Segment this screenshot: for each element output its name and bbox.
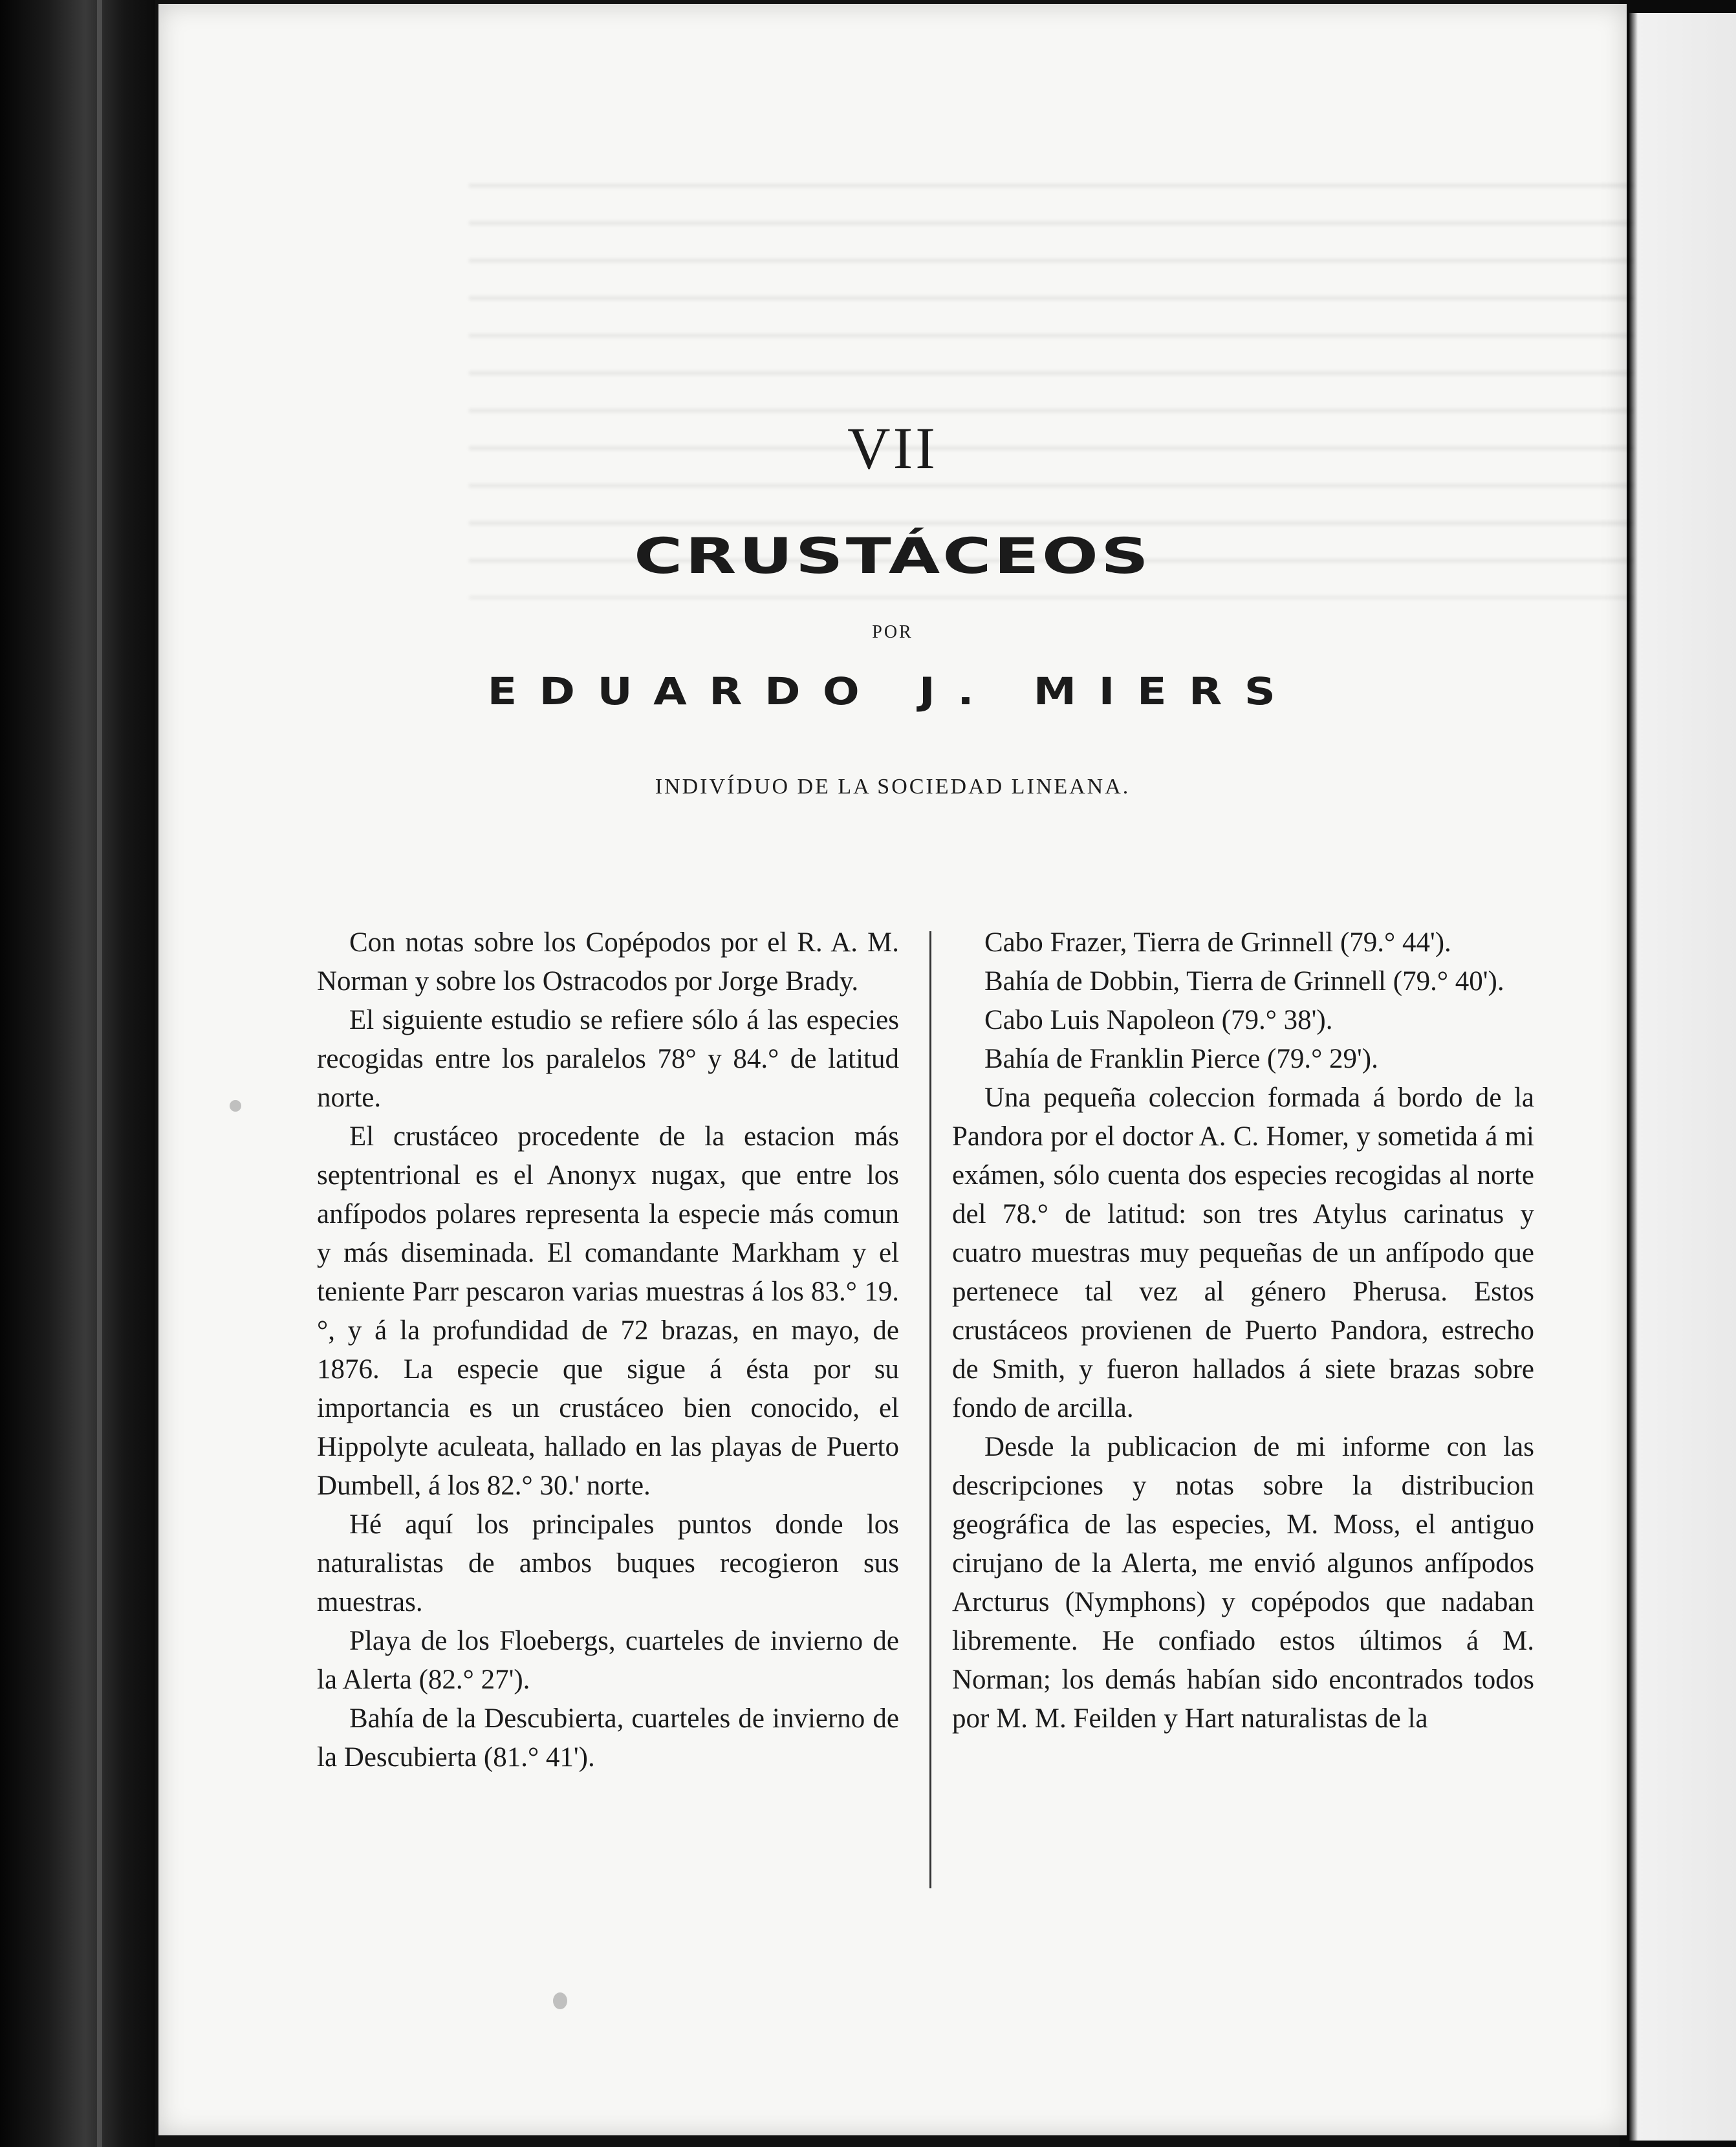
next-page-sliver bbox=[1629, 13, 1736, 2141]
paragraph: Hé aquí los principales puntos donde los naturalistas de ambos buques recogieron sus muestras. bbox=[317, 1509, 899, 1617]
paragraph: Cabo Frazer, Tierra de Grinnell (79.° 44'). bbox=[984, 927, 1451, 958]
book-binding-edge bbox=[0, 0, 155, 2147]
byline: POR bbox=[872, 622, 913, 642]
paragraph: Playa de los Floebergs, cuarteles de invierno de la Alerta (82.° 27'). bbox=[317, 1626, 899, 1695]
author-name: EDUARDO J. MIERS bbox=[487, 669, 1298, 713]
paragraph: Una pequeña coleccion formada á bordo de la Pandora por el doctor A. C. Homer, y sometida á mi exámen, sólo cuenta dos especies recogidas al norte del 78.° de latitud: son tres Atylus carinatus y cuatro muestras muy pequeñas de un anfípodo que pertenece tal vez al género Pherusa. Estos crustáceos provienen de Puerto Pandora, estrecho de Smith, y fueron hallados á siete brazas sobre fondo de arcilla. bbox=[952, 1083, 1534, 1423]
paragraph: Bahía de Dobbin, Tierra de Grinnell (79.° 40'). bbox=[984, 966, 1504, 997]
chapter-number: VII bbox=[847, 415, 938, 481]
right-text-column bbox=[952, 923, 1534, 1738]
paragraph: Con notas sobre los Copépodos por el R. A. M. Norman y sobre los Ostracodos por Jorge Brady. bbox=[317, 927, 899, 997]
paragraph: Bahía de la Descubierta, cuarteles de invierno de la Descubierta (81.° 41'). bbox=[317, 1703, 899, 1773]
paragraph: El siguiente estudio se refiere sólo á las especies recogidas entre los paralelos 78° y 84.° de latitud norte. bbox=[317, 1005, 899, 1113]
author-affiliation: INDIVÍDUO DE LA SOCIEDAD LINEANA. bbox=[655, 775, 1131, 799]
paragraph: Desde la publicacion de mi informe con las descripciones y notas sobre la distribucion geográfica de las especies, M. Moss, el antiguo cirujano de la Alerta, me envió algunos anfípodos Arcturus (Nymphons) y copépodos que nadaban libremente. He confiado estos últimos á M. Norman; los demás habían sido encontrados todos por M. M. Feilden y Hart naturalistas de la bbox=[952, 1432, 1534, 1734]
chapter-title: CRUSTÁCEOS bbox=[634, 527, 1151, 585]
column-divider bbox=[929, 931, 931, 1888]
left-text-column bbox=[317, 923, 899, 1777]
paper-spot bbox=[230, 1100, 241, 1112]
paragraph: Bahía de Franklin Pierce (79.° 29'). bbox=[984, 1044, 1378, 1074]
paper-spot bbox=[553, 1992, 567, 2009]
paragraph: El crustáceo procedente de la estacion más septentrional es el Anonyx nugax, que entre los anfípodos polares representa la especie más comun y más diseminada. El comandante Markham y el teniente Parr pescaron varias muestras á los 83.° 19.°, y á la profundidad de 72 brazas, en mayo, de 1876. La especie que sigue á ésta por su importancia es un crustáceo bien conocido, el Hippolyte aculeata, hallado en las playas de Puerto Dumbell, á los 82.° 30.' norte. bbox=[317, 1121, 899, 1501]
paragraph: Cabo Luis Napoleon (79.° 38'). bbox=[984, 1005, 1333, 1035]
